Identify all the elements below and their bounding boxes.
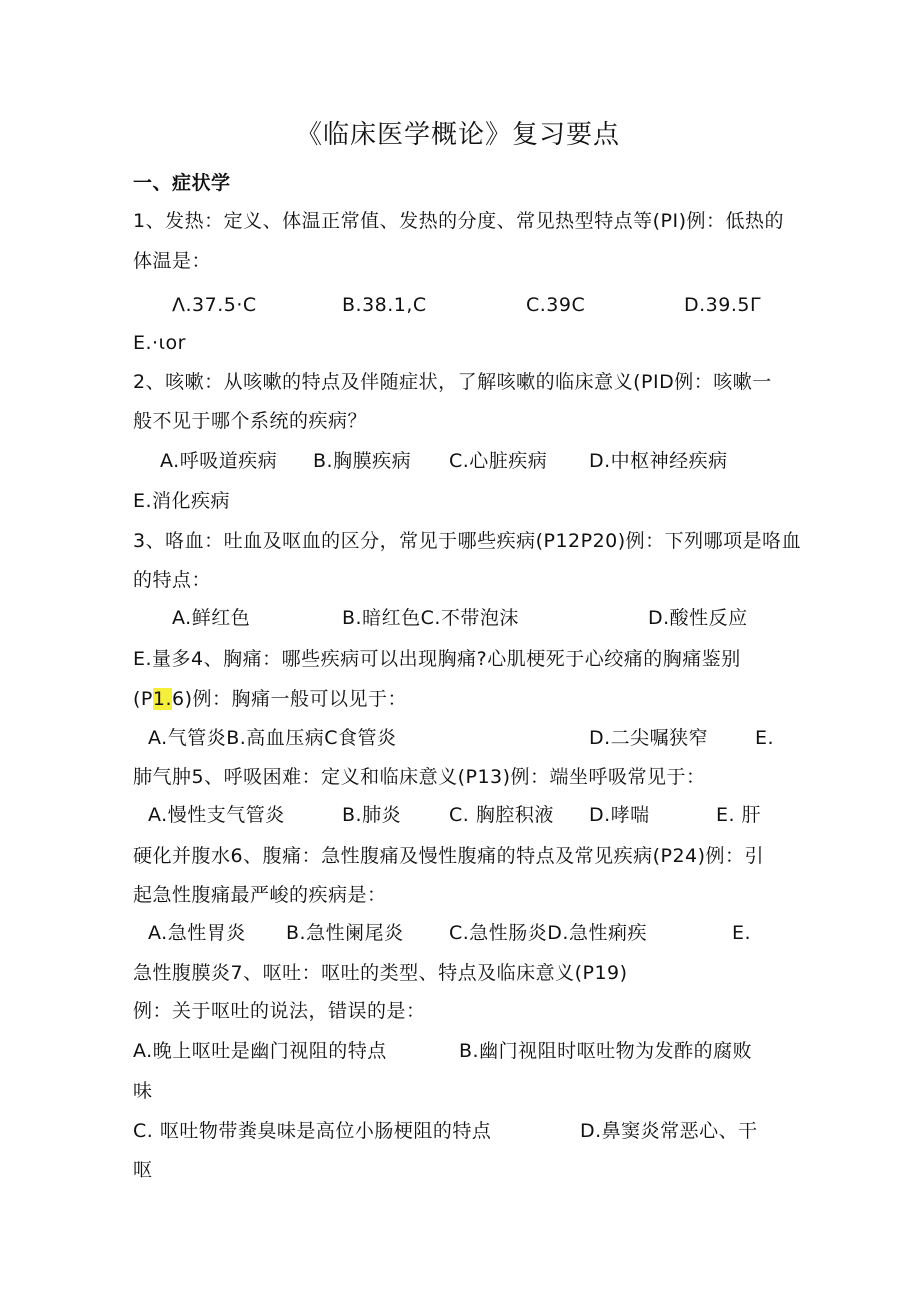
q6-line1: 硬化并腹水6、腹痛：急性腹痛及慢性腹痛的特点及常见疾病(P24)例：引 <box>133 845 765 867</box>
q1-option-b: B.38.1,C <box>342 294 427 316</box>
q7-option-a: A.晚上呕吐是幽门视阻的特点 <box>133 1040 387 1062</box>
q4-options-abc: A.气管炎B.高血压病C食管炎 <box>148 727 397 749</box>
q2-option-d: D.中枢神经疾病 <box>589 450 728 472</box>
q5-option-a: A.慢性支气管炎 <box>148 804 285 826</box>
q1-option-a: Λ.37.5·C <box>172 294 257 316</box>
q3-line2: 的特点： <box>133 569 212 591</box>
page-title: 《临床医学概论》复习要点 <box>296 120 621 150</box>
q4-line2-post: 6)例：胸痛一般可以见于： <box>172 688 408 710</box>
q1-line1: 1、发热：定义、体温正常值、发热的分度、常见热型特点等(PI)例：低热的 <box>133 210 784 232</box>
q5-option-d: D.哮喘 <box>589 804 650 826</box>
q7-line1: 急性腹膜炎7、呕吐：呕吐的类型、特点及临床意义(P19) <box>133 962 628 984</box>
q7-option-b: B.幽门视阻时呕吐物为发酢的腐败 <box>459 1040 753 1062</box>
q1-option-d: D.39.5Γ <box>684 294 762 316</box>
q4-line1: E.量多4、胸痛：哪些疾病可以出现胸痛?心肌梗死于心绞痛的胸痛鉴别 <box>133 648 741 670</box>
q3-line1: 3、咯血：吐血及呕血的区分，常见于哪些疾病(P12P20)例：下列哪项是咯血 <box>133 530 802 552</box>
q5-option-c: C. 胸腔积液 <box>449 804 554 826</box>
highlighted-text: 1. <box>152 688 173 710</box>
q4-option-e: E. <box>755 727 775 749</box>
q7-option-c: C. 呕吐物带粪臭味是高位小肠梗阻的特点 <box>133 1120 492 1142</box>
q7-option-d: D.鼻窦炎常恶心、干 <box>580 1120 758 1142</box>
q5-option-e: E. 肝 <box>716 804 762 826</box>
q1-option-e: E.·ιor <box>133 332 186 354</box>
q3-option-bc: B.暗红色C.不带泡沫 <box>342 607 519 629</box>
q6-option-a: A.急性胃炎 <box>148 922 246 944</box>
q1-line2: 体温是： <box>133 250 212 272</box>
q1-option-c: C.39C <box>526 294 586 316</box>
q5-line1: 肺气肿5、呼吸困难：定义和临床意义(P13)例：端坐呼吸常见于： <box>133 766 706 788</box>
q6-line2: 起急性腹痛最严峻的疾病是： <box>133 884 387 906</box>
q6-option-e: E. <box>732 922 752 944</box>
q5-option-b: B.肺炎 <box>342 804 402 826</box>
q2-line2: 般不见于哪个系统的疾病？ <box>133 410 368 432</box>
q3-option-d: D.酸性反应 <box>648 607 748 629</box>
q4-option-d: D.二尖嘱狭窄 <box>589 727 709 749</box>
q2-option-a: A.呼吸道疾病 <box>160 450 278 472</box>
q2-line1: 2、咳嗽：从咳嗽的特点及伴随症状，了解咳嗽的临床意义(PID例：咳嗽一 <box>133 371 772 393</box>
q6-option-b: B.急性阑尾炎 <box>286 922 404 944</box>
q2-option-c: C.心脏疾病 <box>449 450 548 472</box>
q7-option-d-continued: 呕 <box>133 1159 153 1181</box>
q4-line2 <box>133 686 407 712</box>
q6-option-cd: C.急性肠炎D.急性痢疾 <box>449 922 647 944</box>
q7-option-b-continued: 味 <box>133 1080 153 1102</box>
q7-line2: 例：关于呕吐的说法，错误的是： <box>133 1000 426 1022</box>
section-heading: 一、症状学 <box>133 172 231 194</box>
q2-option-b: B.胸膜疾病 <box>313 450 412 472</box>
q2-option-e: E.消化疾病 <box>133 490 231 512</box>
q3-option-a: A.鲜红色 <box>172 607 251 629</box>
q4-line2-pre: (P <box>133 688 153 710</box>
